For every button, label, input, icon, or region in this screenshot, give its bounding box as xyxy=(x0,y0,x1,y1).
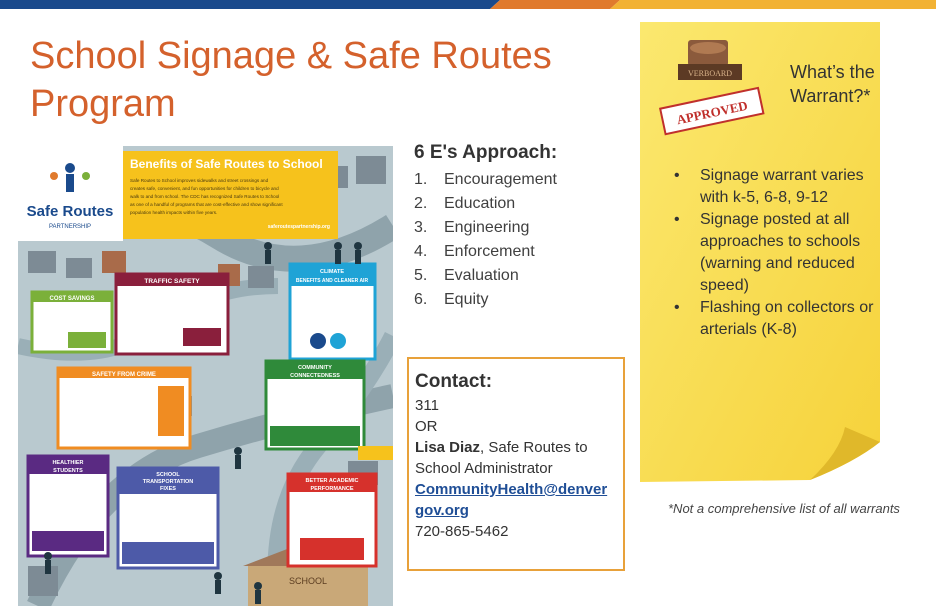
panel-title: COST SAVINGS xyxy=(49,296,95,302)
intro-line: population health impacts within five years. xyxy=(130,210,218,215)
item-label: Encouragement xyxy=(444,171,557,188)
warrant-footnote: *Not a comprehensive list of all warrants xyxy=(668,501,900,516)
item-label: Enforcement xyxy=(444,243,535,260)
panel-safety-from-crime xyxy=(58,368,190,448)
warrant-question: What’s the Warrant?* xyxy=(790,62,875,106)
infographic-heading: Benefits of Safe Routes to School xyxy=(130,157,323,171)
panel-community xyxy=(266,361,364,449)
panel-climate xyxy=(290,264,375,359)
list-item: • Signage posted at all approaches to schools (warning and reduced speed) xyxy=(668,209,890,297)
stamp-label: APPROVED xyxy=(675,97,749,128)
item-label: Engineering xyxy=(444,219,530,236)
panel-healthier-students xyxy=(28,456,108,556)
approved-stamp-icon xyxy=(648,40,776,140)
panel-title: HEALTHIER xyxy=(52,460,84,466)
panel-cost-savings xyxy=(32,292,112,352)
page-title: School Signage & Safe Routes Program xyxy=(30,35,552,125)
intro-line: as one of a handful of programs that are cost-effective and show significant xyxy=(130,202,283,207)
list-item xyxy=(414,288,614,312)
contact-person xyxy=(415,437,615,479)
contact-role: , Safe Routes to School Administrator xyxy=(415,439,588,477)
panel-title: SAFETY FROM CRIME xyxy=(92,372,156,378)
intro-line: creates safe, convenient, and fun opportunities for children to bicycle and xyxy=(130,186,279,191)
panel-title: COMMUNITY xyxy=(298,365,332,371)
panel-subtitle: TRANSPORTATION xyxy=(142,479,194,485)
list-item xyxy=(414,216,614,240)
stamp-handle-text: VERBOARD xyxy=(687,69,733,78)
list-item: • Signage warrant varies with k-5, 6-8, 9-12 xyxy=(668,165,890,209)
panel-transportation xyxy=(118,468,218,568)
logo-subtitle: PARTNERSHIP xyxy=(48,224,92,230)
panel-subtitle: FIXES xyxy=(160,486,176,492)
contact-phone: 720-865-5462 xyxy=(415,523,509,540)
panel-traffic-safety xyxy=(116,274,228,354)
logo-name: Safe Routes xyxy=(26,203,114,220)
item-number: 5. xyxy=(414,267,428,284)
panel-title: CLIMATE xyxy=(319,269,345,275)
panel-title: SCHOOL xyxy=(156,472,180,478)
item-label: Evaluation xyxy=(444,267,519,284)
contact-box xyxy=(407,357,625,571)
panel-title: BETTER ACADEMIC xyxy=(305,478,359,484)
panel-title: TRAFFIC SAFETY xyxy=(144,278,200,285)
warrant-bullets xyxy=(668,165,890,341)
contact-email-link[interactable]: CommunityHealth@denvergov.org xyxy=(415,481,608,519)
safe-routes-infographic xyxy=(18,146,393,606)
item-number: 3. xyxy=(414,219,428,236)
approach-list xyxy=(414,168,614,312)
list-item xyxy=(414,192,614,216)
item-number: 2. xyxy=(414,195,428,212)
list-item xyxy=(414,168,614,192)
list-item xyxy=(414,264,614,288)
top-accent-bar xyxy=(0,0,936,9)
contact-heading: Contact: xyxy=(415,371,493,392)
school-bus-icon xyxy=(358,446,393,460)
intro-line: walk to and from school. The CDC has recognized Safe Routes to School xyxy=(130,194,280,199)
item-label: Equity xyxy=(444,291,489,308)
panel-subtitle: PERFORMANCE xyxy=(310,486,354,492)
panel-subtitle: STUDENTS xyxy=(53,468,83,474)
six-es-approach xyxy=(414,142,614,312)
item-number: 6. xyxy=(414,291,428,308)
panel-academic xyxy=(288,474,376,566)
item-label: Education xyxy=(444,195,516,212)
list-item: • Flashing on collectors or arterials (K-8) xyxy=(668,297,890,341)
panel-subtitle: CONNECTEDNESS xyxy=(290,373,340,379)
contact-or: OR xyxy=(415,418,438,435)
contact-name: Lisa Diaz xyxy=(415,439,481,456)
list-item xyxy=(414,240,614,264)
panel-subtitle: BENEFITS AND CLEANER AIR xyxy=(295,278,369,284)
infographic-url: saferoutespartnership.org xyxy=(267,224,330,230)
school-sign-text: SCHOOL xyxy=(288,576,328,586)
contact-phone-short: 311 xyxy=(415,397,439,414)
item-number: 4. xyxy=(414,243,428,260)
item-number: 1. xyxy=(414,171,428,188)
intro-line: Safe Routes to School improves sidewalks and street crossings and xyxy=(130,178,269,183)
approach-heading: 6 E's Approach: xyxy=(414,142,558,163)
